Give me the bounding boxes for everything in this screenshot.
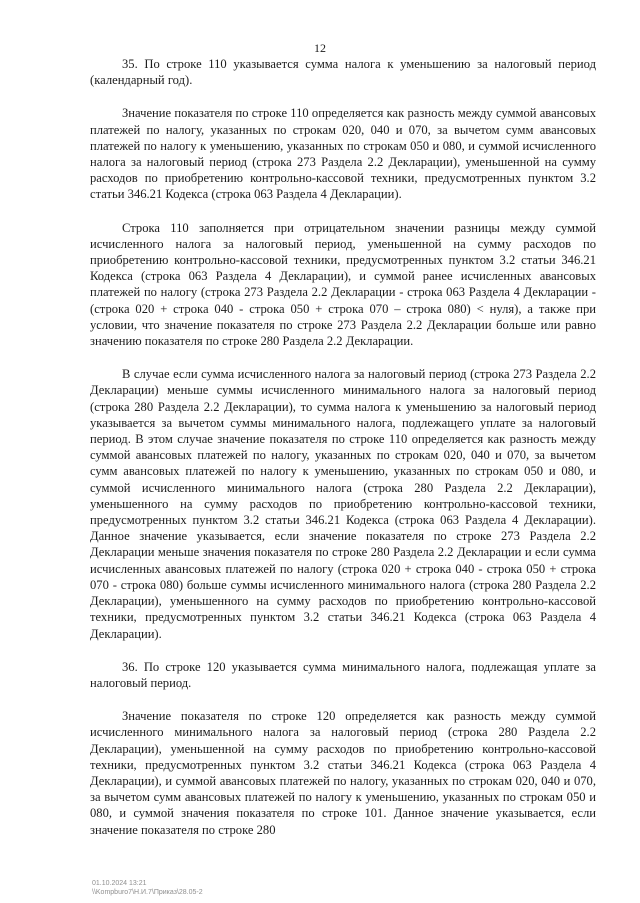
print-footer [92, 879, 203, 897]
paragraph-line-110-condition: Строка 110 заполняется при отрицательном значении разницы между суммой исчисленного налога за налоговый период, уменьшенной на сумму расходов по приобретению контрольно-кассовой техники, предусмотренных пунктом 3.2 статьи 346.21 Кодекса (строка 063 Раздела 4 Декларации), и суммой ранее исчисленных авансовых платежей по налогу (строка 273 Раздела 2.2 Декларации - строка 063 Раздела 4 Декларации - (строка 020 + строка 040 - строка 050 + строка 070 – строка 080) < нуля), а также при условии, что значение показателя по строке 273 Раздела 2.2 Декларации больше или равно значению показателя по строке 280 Раздела 2.2 Декларации. [90, 220, 596, 349]
paragraph-spacer [90, 691, 596, 708]
paragraph-line-120-calculation: Значение показателя по строке 120 определяется как разность между суммой исчисленного минимального налога за налоговый период (строка 280 Раздела 2.2 Декларации), уменьшенной на сумму расходов по приобретению контрольно-кассовой техники, предусмотренных пунктом 3.2 статьи 346.21 Кодекса (строка 063 Раздела 4 Декларации), и суммой авансовых платежей по налогу, указанных по строкам 020, 040 и 070, за вычетом сумм авансовых платежей по налогу к уменьшению, указанных по строкам 050 и 080, и суммой значения показателя по строке 101. Данное значение указывается, если значение показателя по строке 280 [90, 709, 596, 837]
page-number: 12 [314, 41, 326, 55]
paragraph-minimum-tax-case: В случае если сумма исчисленного налога за налоговый период (строка 273 Раздела 2.2 Декларации) меньше суммы исчисленного минимального налога за налоговый период (строка 280 Раздела 2.2 Декларации), то сумма налога к уменьшению за налоговый период указывается за вычетом суммы минимального налога, подлежащего уплате за налоговый период. В этом случае значение показателя по строке 110 определяется как разность между суммой авансовых платежей по налогу, указанных по строкам 020, 040 и 070, за вычетом сумм авансовых платежей по налогу к уменьшению, указанных по строкам 050 и 080, и суммой исчисленного минимального налога (строка 280 Раздела 2.2 Декларации), уменьшенного на сумму расходов по приобретению контрольно-кассовой техники, предусмотренных пунктом 3.2 статьи 346.21 Кодекса (строка 063 Раздела 4 Декларации). Данное значение указывается, если значение показателя по строке 273 Раздела 2.2 Декларации меньше значения показателя по строке 280 Раздела 2.2 Декларации и если сумма исчисленных авансовых платежей по налогу (строка 020 + строка 040 - строка 050 + строка 070 - строка 080) больше суммы исчисленного минимального налога (строка 280 Раздела 2.2 Декларации), уменьшенного на сумму расходов по приобретению контрольно-кассовой техники, предусмотренных пунктом 3.2 статьи 346.21 Кодекса (строка 063 Раздела 4 Декларации). [90, 367, 596, 641]
footer-file-path: \\Kompburo7\Н.И.7\Приказ\28.05-2 [92, 889, 203, 896]
paragraph-35: 35. По строке 110 указывается сумма налога к уменьшению за налоговый период (календарный год). [90, 57, 596, 88]
paragraph-36: 36. По строке 120 указывается сумма минимального налога, подлежащая уплате за налоговый период. [90, 659, 596, 690]
paragraph-line-110-calculation: Значение показателя по строке 110 определяется как разность между суммой авансовых платежей по налогу, указанных по строкам 020, 040 и 070, за вычетом сумм авансовых платежей по налогу к уменьшению, указанных по строкам 050 и 080, и суммой исчисленного налога за налоговый период (строка 273 Раздела 2.2 Декларации), уменьшенной на сумму расходов по приобретению контрольно-кассовой техники, предусмотренных пунктом 3.2 статьи 346.21 Кодекса (строка 063 Раздела 4 Декларации). [90, 106, 596, 202]
paragraph-spacer [90, 349, 596, 366]
footer-timestamp: 01.10.2024 13:21 [92, 880, 147, 887]
paragraph-spacer [90, 642, 596, 659]
document-body [90, 56, 596, 838]
paragraph-spacer [90, 203, 596, 220]
paragraph-spacer [90, 88, 596, 105]
